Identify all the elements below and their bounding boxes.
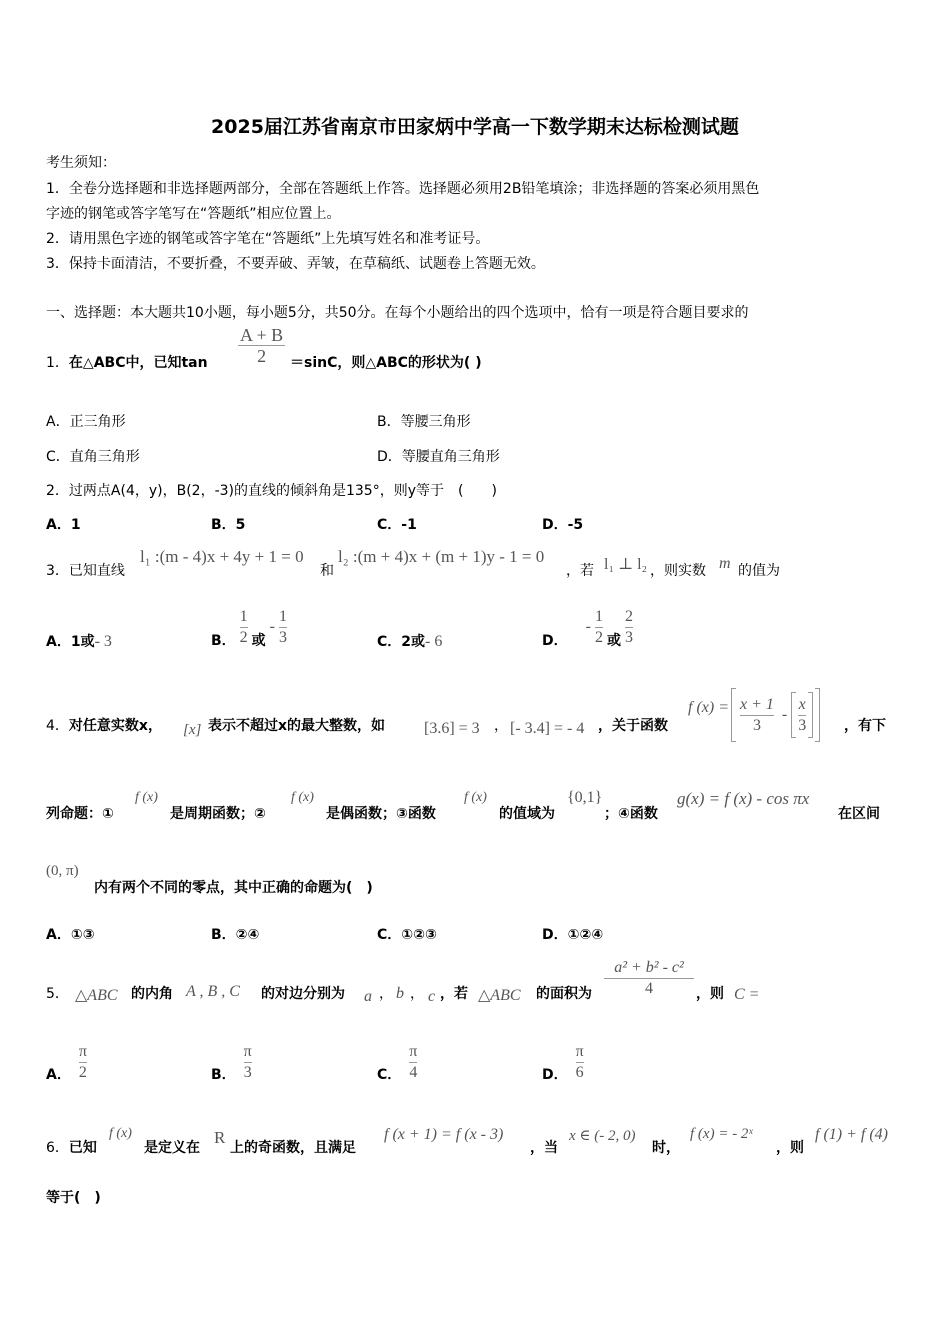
function-fx: f (x): [109, 1126, 132, 1141]
sum-expression: f (1) + f (4): [815, 1126, 888, 1143]
answer-blank: C =: [734, 986, 760, 1003]
perpendicular-condition: l₁ ⊥ l₂: [604, 556, 648, 573]
function-name: f (x) =: [688, 699, 729, 716]
example-2: [- 3.4] = - 4: [510, 720, 585, 737]
numerator: A + B: [240, 325, 284, 345]
option-label: D．: [542, 1067, 568, 1083]
real-numbers-symbol: R: [214, 1128, 226, 1147]
question-text: 时，: [652, 1140, 680, 1156]
option-math: - 6: [425, 633, 443, 650]
option-label: B．: [211, 1067, 236, 1083]
fraction: $\frac{1}{2}$: [239, 607, 248, 646]
side-c: c: [428, 988, 436, 1005]
minus-sign: -: [269, 618, 275, 635]
option-d[interactable]: D．等腰直角三角形: [377, 449, 500, 465]
function-gx: g(x) = f (x) - cos πx: [677, 789, 810, 808]
question-text: ，若: [566, 563, 594, 579]
question-text: ，则实数: [650, 563, 706, 579]
option-c[interactable]: C．直角三角形: [46, 449, 140, 465]
question-text: 在△ABC中，已知tan: [68, 355, 208, 371]
option-a[interactable]: A．①③: [46, 927, 95, 943]
option-c[interactable]: [377, 631, 442, 651]
option-c[interactable]: C．-1: [377, 517, 417, 533]
question-text: 和: [320, 563, 334, 579]
option-b[interactable]: B．②④: [211, 927, 260, 943]
function-definition: f (x) = - 2ˣ: [690, 1126, 753, 1142]
option-c[interactable]: C．①②③: [377, 927, 437, 943]
question-text: ＝sinC，则△ABC的形状为( ): [290, 355, 482, 371]
denominator: 2: [257, 346, 267, 366]
question-text: 的值域为: [499, 806, 555, 822]
option-a[interactable]: [46, 631, 112, 651]
option-label: C．: [377, 634, 402, 650]
option-d[interactable]: D．-5: [542, 517, 584, 533]
option-text: 或: [251, 633, 266, 649]
question-text: 已知: [68, 1140, 97, 1156]
notice-item: 3．保持卡面清洁，不要折叠，不要弄破、弄皱，在草稿纸、试题卷上答题无效。: [46, 256, 545, 272]
question-text: ，若: [440, 986, 468, 1002]
question-number: 3．: [46, 563, 69, 579]
option-label: A．: [46, 634, 71, 650]
question-text: 对任意实数x，: [68, 718, 162, 734]
option-label: B．: [211, 633, 236, 649]
option-d[interactable]: [542, 604, 633, 650]
option-d[interactable]: D．①②④: [542, 927, 604, 943]
question-text: 的面积为: [536, 986, 592, 1002]
question-text: 是定义在: [144, 1140, 200, 1156]
line-l2-equation: l₂ :(m + 4)x + (m + 1)y - 1 = 0: [338, 547, 545, 566]
question-text: 上的奇函数，且满足: [230, 1140, 356, 1156]
question-text: 的对边分别为: [261, 986, 345, 1002]
range-set: {0,1}: [567, 789, 603, 806]
section-heading: 一、选择题：本大题共10小题，每小题5分，共50分。在每个小题给出的四个选项中，恰有一项是符合题目要求的: [46, 305, 749, 321]
question-text: ；④函数: [604, 806, 658, 822]
option-text: 或: [606, 633, 621, 649]
question-text: ，则: [776, 1140, 804, 1156]
option-b[interactable]: B．5: [211, 517, 246, 533]
variable-m: m: [719, 555, 731, 572]
option-b[interactable]: [211, 604, 287, 650]
option-c[interactable]: C． $\frac{\pi}{4}$: [377, 1042, 418, 1083]
area-fraction: $\frac{\text{a² + b² - c²}}{4}$: [604, 958, 694, 999]
comma: ，: [494, 718, 508, 734]
fraction: $\frac{1}{3}$: [279, 607, 287, 646]
option-label: A．: [46, 1067, 71, 1083]
line-l1-equation: l₁ :(m - 4)x + 4y + 1 = 0: [140, 547, 304, 566]
question-text: 已知直线: [68, 563, 125, 579]
floor-notation: [x]: [183, 722, 202, 738]
fraction: $\frac{2}{3}$: [624, 607, 633, 646]
question-text: ，当: [530, 1140, 558, 1156]
option-a[interactable]: A．正三角形: [46, 414, 126, 430]
function-fx: f (x): [135, 790, 158, 805]
side-b: b: [396, 985, 404, 1002]
option-label: D．: [542, 633, 568, 649]
option-label: C．: [377, 1067, 402, 1083]
option-a[interactable]: A．1: [46, 517, 81, 533]
question-text: ，有下: [844, 718, 886, 734]
function-definition: f (x) = $\frac{x + 1}{3}$ - $\frac{x}{3}$: [688, 688, 820, 742]
question-text: 的内角: [131, 986, 173, 1002]
notice-item: 2．请用黑色字迹的钢笔或答字笔在“答题纸”上先填写姓名和准考证号。: [46, 231, 490, 247]
triangle-abc: △ABC: [75, 987, 118, 1004]
page-title: 2025届江苏省南京市田家炳中学高一下数学期末达标检测试题: [211, 116, 739, 138]
side-a: a: [364, 988, 372, 1005]
question-text: 在区间: [838, 806, 880, 822]
fraction: [238, 325, 285, 366]
angles: A , B , C: [186, 983, 240, 1000]
notice-heading: 考生须知：: [46, 155, 116, 171]
minus-sign: -: [585, 618, 591, 635]
example-1: [3.6] = 3: [424, 720, 480, 737]
question-text: 的值为: [738, 563, 780, 579]
question-text: 是偶函数；③函数: [326, 806, 436, 822]
question-number: 5．: [46, 986, 69, 1002]
question-text: 内有两个不同的零点，其中正确的命题为( ): [94, 880, 373, 896]
question-text: 等于( ): [46, 1190, 101, 1206]
option-b[interactable]: B． $\frac{\pi}{3}$: [211, 1042, 252, 1083]
domain-interval: x ∈ (- 2, 0): [569, 1128, 636, 1144]
fraction: $\frac{1}{2}$: [594, 607, 603, 646]
question-text: ，关于函数: [598, 718, 668, 734]
option-b[interactable]: B．等腰三角形: [377, 414, 471, 430]
notice-item: 字迹的钢笔或答字笔写在“答题纸”相应位置上。: [46, 206, 341, 222]
triangle-abc: △ABC: [478, 987, 521, 1004]
option-a[interactable]: A． $\frac{\pi}{2}$: [46, 1042, 87, 1083]
question-number: 4．: [46, 718, 69, 734]
notice-item: 1．全卷分选择题和非选择题两部分，全部在答题纸上作答。选择题必须用2B铅笔填涂；非选择题的答案必须用黑色: [46, 181, 760, 197]
question-text: 列命题：①: [46, 806, 114, 822]
question-text: 表示不超过x的最大整数，如: [208, 718, 386, 734]
function-fx: f (x): [291, 790, 314, 805]
option-d[interactable]: D． $\frac{\pi}{6}$: [542, 1042, 584, 1083]
interval: (0, π): [46, 863, 79, 879]
question-number: 1．: [46, 355, 69, 371]
question-text: 是周期函数；②: [170, 806, 266, 822]
question-text: 2．过两点A(4，y)，B(2，-3)的直线的倾斜角是135°，则y等于 ( ): [46, 483, 497, 499]
functional-equation: f (x + 1) = f (x - 3): [384, 1126, 504, 1143]
function-fx: f (x): [464, 790, 487, 805]
option-math: - 3: [94, 633, 112, 650]
option-text: 1或: [70, 634, 95, 650]
question-number: 6．: [46, 1140, 69, 1156]
option-text: 2或: [401, 634, 426, 650]
question-text: ，则: [696, 986, 724, 1002]
